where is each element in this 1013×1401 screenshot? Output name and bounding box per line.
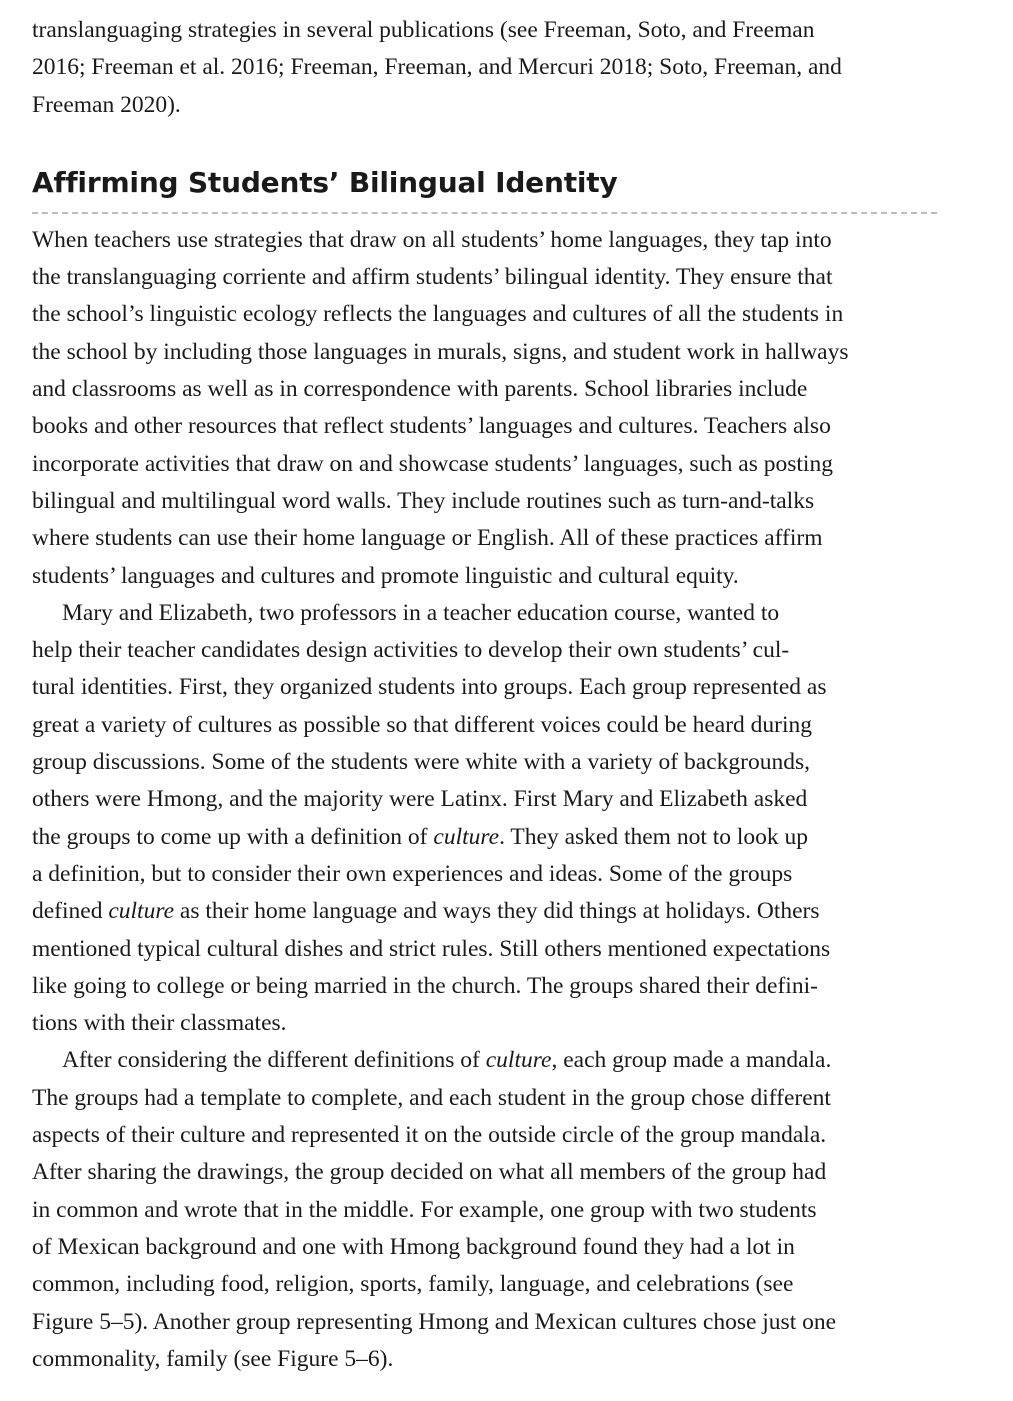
text-line: When teachers use strategies that draw on all students’ home languages, they tap into <box>32 226 832 253</box>
text-line: the translanguaging corriente and affirm students’ bilingual identity. They ensure that <box>32 264 833 291</box>
text-line: tions with their classmates. <box>32 1010 287 1037</box>
text-line: bilingual and multilingual word walls. They include routines such as turn-and-talks <box>32 487 815 514</box>
text-line: incorporate activities that draw on and showcase students’ languages, such as posting <box>32 450 833 477</box>
text-line: books and other resources that reflect students’ languages and cultures. Teachers also <box>32 413 831 440</box>
text-line: Figure 5–5). Another group representing Hmong and Mexican cultures chose just one <box>32 1308 837 1335</box>
body-paragraph-1 <box>32 222 937 595</box>
text-line <box>32 1042 937 1079</box>
body-paragraph-2 <box>32 595 937 1043</box>
text-line: in common and wrote that in the middle. For example, one group with two students <box>32 1196 817 1223</box>
italic-term: culture <box>485 1047 552 1074</box>
text-line: translanguaging strategies in several publications (see Freeman, Soto, and Freeman <box>32 17 815 43</box>
text-line: great a variety of cultures as possible so that different voices could be heard during <box>32 711 813 738</box>
text-line <box>32 893 937 930</box>
text-line: commonality, family (see Figure 5–6). <box>32 1345 394 1372</box>
text-run: the groups to come up with a definition of <box>32 823 434 850</box>
body-paragraph-3 <box>32 1042 937 1378</box>
document-page <box>32 12 937 1378</box>
text-line: tural identities. First, they organized students into groups. Each group represented as <box>32 674 827 701</box>
italic-term: culture <box>108 898 175 925</box>
text-line: and classrooms as well as in correspondence with parents. School libraries include <box>32 376 808 403</box>
section-heading: Affirming Students’ Bilingual Identity <box>32 165 618 199</box>
section-heading-block <box>32 166 937 214</box>
text-line: common, including food, religion, sports, family, language, and celebrations (see <box>32 1271 794 1298</box>
text-line: group discussions. Some of the students were white with a variety of backgrounds, <box>32 749 810 776</box>
text-line: aspects of their culture and represented it on the outside circle of the group mandala. <box>32 1122 827 1149</box>
text-run: defined <box>32 898 109 925</box>
text-line: where students can use their home language or English. All of these practices affirm <box>32 525 823 552</box>
text-run: , each group made a mandala. <box>551 1047 832 1074</box>
text-line: students’ languages and cultures and promote linguistic and cultural equity. <box>32 562 739 589</box>
text-line: a definition, but to consider their own experiences and ideas. Some of the groups <box>32 860 793 887</box>
text-line: Mary and Elizabeth, two professors in a teacher education course, wanted to <box>62 599 780 626</box>
text-line: like going to college or being married in the church. The groups shared their defini- <box>32 972 818 999</box>
text-line: After sharing the drawings, the group decided on what all members of the group had <box>32 1159 827 1186</box>
text-line: the school by including those languages in murals, signs, and student work in hallways <box>32 338 849 365</box>
italic-term: culture <box>433 823 500 850</box>
intro-paragraph <box>32 12 937 124</box>
text-run: as their home language and ways they did things at holidays. Others <box>174 898 820 925</box>
text-run: After considering the different definitions of <box>62 1047 486 1074</box>
text-line: others were Hmong, and the majority were Latinx. First Mary and Elizabeth asked <box>32 786 808 813</box>
text-line: the school’s linguistic ecology reflects the languages and cultures of all the students in <box>32 301 844 328</box>
text-line: The groups had a template to complete, and each student in the group chose different <box>32 1084 831 1111</box>
text-run: . They asked them not to look up <box>499 823 809 850</box>
text-line: of Mexican background and one with Hmong background found they had a lot in <box>32 1233 795 1260</box>
text-line: mentioned typical cultural dishes and strict rules. Still others mentioned expectations <box>32 935 831 962</box>
text-line: 2016; Freeman et al. 2016; Freeman, Freeman, and Mercuri 2018; Soto, Freeman, and <box>32 54 842 81</box>
text-line: help their teacher candidates design activities to develop their own students’ cul- <box>32 637 790 664</box>
text-line <box>32 819 937 856</box>
text-line: Freeman 2020). <box>32 91 181 118</box>
